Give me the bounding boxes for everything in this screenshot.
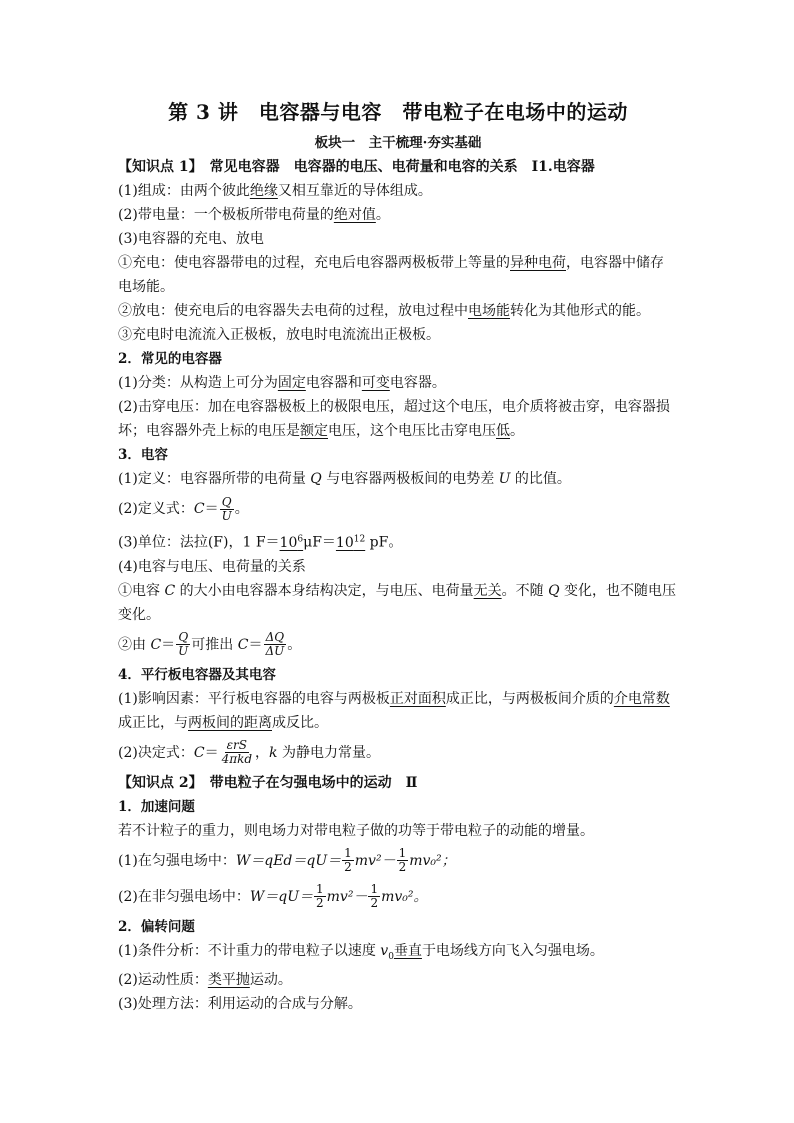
factors-line-cont: 成正比，与两板间的距离成反比。	[118, 714, 328, 731]
nonuniform-field-formula: (2)在非匀强电场中：W＝qU＝ $\frac{1}{2}$ mv²－ $\frac{1}{2}$ mv₀²。	[118, 882, 428, 911]
relation-line-1: ①电容 C 的大小由电容器本身结构决定，与电压、电荷量无关。不随 Q 变化，也不随电压	[118, 582, 677, 599]
fraction-one-half: $\frac{1}{2}$	[398, 846, 407, 875]
acceleration-text: 若不计粒子的重力，则电场力对带电粒子做的功等于带电粒子的动能的增量。	[118, 822, 594, 839]
parallel-plate-heading: 4．平行板电容器及其电容	[118, 666, 276, 683]
acceleration-heading: 1．加速问题	[118, 798, 195, 815]
composition-line: (1)组成：由两个彼此绝缘又相互靠近的导体组成。	[118, 183, 432, 199]
deflection-heading: 2．偏转问题	[118, 918, 195, 935]
fraction-q-over-u: $\frac{Q}{U}$	[221, 494, 232, 523]
condition-line: (1)条件分析：不计重力的带电粒子以速度 $v_0$垂直于电场线方向飞入匀强电场。	[118, 942, 604, 962]
uniform-field-formula: (1)在匀强电场中：W＝qEd＝qU＝ $\frac{1}{2}$ mv²－ $\frac{1}{2}$ mv₀²；	[118, 846, 456, 875]
knowledge-point-1-heading: 【知识点 1】 常见电容器 电容器的电压、电荷量和电容的关系 Ⅰ1.电容器	[118, 159, 595, 175]
capacitance-heading: 3．电容	[118, 447, 168, 463]
knowledge-point-2-heading: 【知识点 2】 带电粒子在匀强电场中的运动 Ⅱ	[118, 774, 418, 791]
relation-line-1-cont: 变化。	[118, 606, 160, 623]
method-line: (3)处理方法：利用运动的合成与分解。	[118, 996, 362, 1013]
charge-line: (2)带电量：一个极板所带电荷量的绝对值。	[118, 207, 390, 223]
definition-formula-line: (2)定义式：C＝ $\frac{Q}{U}$ 。	[118, 494, 249, 523]
page-title: 第 3 讲 电容器与电容 带电粒子在电场中的运动	[168, 100, 628, 124]
classification-line: (1)分类：从构造上可分为固定电容器和可变电容器。	[118, 375, 446, 391]
charge-discharge-title: (3)电容器的充电、放电	[118, 231, 264, 247]
determinant-formula-line: (2)决定式：C＝ $\frac{\text{εrS}}{\text{4πkd}}$ ，k 为静电力常量。	[118, 738, 380, 767]
fraction-epsilon-s-over-4pikd: $\frac{\text{εrS}}{\text{4πkd}}$	[221, 738, 253, 767]
fraction-one-half: $\frac{1}{2}$	[316, 882, 324, 911]
fraction-dq-over-du: $\frac{\Delta Q}{\Delta U}$	[265, 630, 285, 659]
common-capacitors-heading: 2．常见的电容器	[118, 351, 222, 367]
breakdown-voltage-line: (2)击穿电压：加在电容器极板上的极限电压，超过这个电压，电介质将被击穿，电容器损	[118, 399, 670, 415]
fraction-q-over-u-2: $\frac{Q}{U}$	[178, 630, 189, 659]
relation-line-2: ②由 C＝ $\frac{Q}{U}$ 可推出 C＝ $\frac{\Delta Q}{\Delta U}$ 。	[118, 630, 302, 659]
capacitance-definition-line: (1)定义：电容器所带的电荷量 Q 与电容器两极板间的电势差 U 的比值。	[118, 471, 571, 487]
discharging-line: ②放电：使充电后的电容器失去电荷的过程，放电过程中电场能转化为其他形式的能。	[118, 303, 650, 319]
section-subtitle: 板块一 主干梳理·夯实基础	[314, 135, 482, 151]
current-direction-line: ③充电时电流流入正极板，放电时电流流出正极板。	[118, 327, 440, 343]
relation-title: (4)电容与电压、电荷量的关系	[118, 558, 306, 575]
unit-line: (3)单位：法拉(F)，1 $F=10^6\mu F=10^{12}$ pF。	[118, 534, 403, 551]
fraction-one-half: $\frac{1}{2}$	[344, 846, 352, 875]
charging-line: ①充电：使电容器带电的过程，充电后电容器两极板带上等量的异种电荷，电容器中储存	[118, 255, 664, 271]
breakdown-voltage-line-cont: 坏；电容器外壳上标的电压是额定电压，这个电压比击穿电压低。	[118, 423, 524, 439]
charging-line-cont: 电场能。	[118, 279, 174, 295]
factors-line: (1)影响因素：平行板电容器的电容与两极板正对面积成正比，与两极板间介质的介电常数	[118, 690, 670, 707]
document-content	[118, 96, 678, 1016]
fraction-one-half: $\frac{1}{2}$	[370, 882, 379, 911]
motion-nature-line: (2)运动性质：类平抛运动。	[118, 972, 292, 989]
